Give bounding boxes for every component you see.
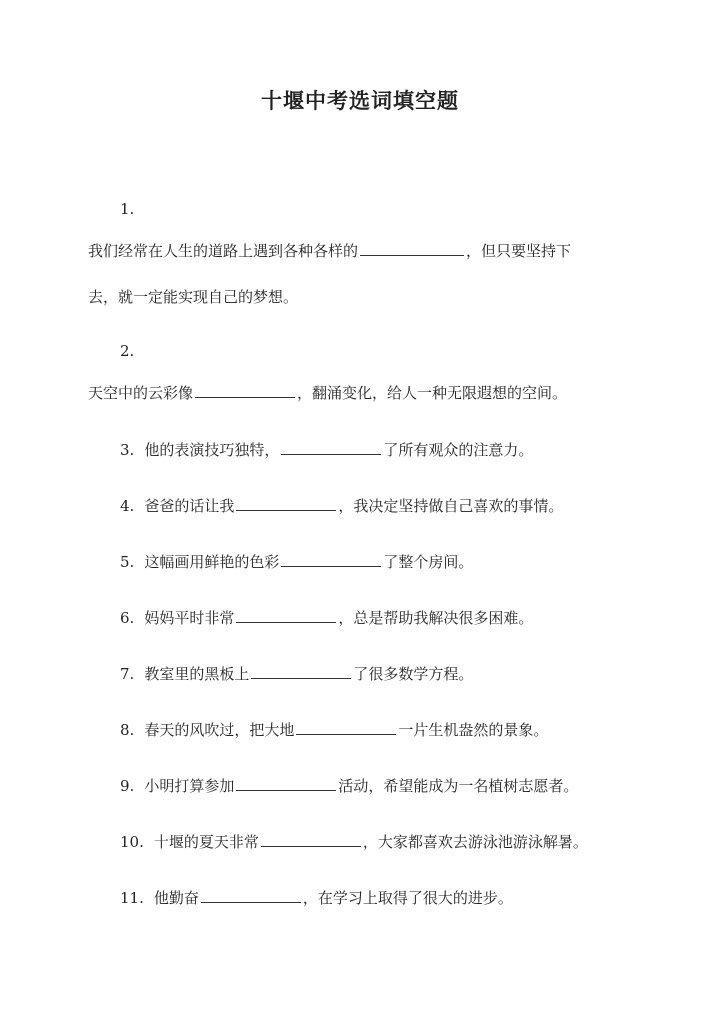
- question-8-text-after: 一片生机盎然的景象。: [398, 721, 549, 739]
- question-9-text-after: 活动，希望能成为一名植树志愿者。: [338, 777, 579, 795]
- question-3-text-after: 了所有观众的注意力。: [383, 441, 534, 459]
- question-1-blank[interactable]: [360, 240, 464, 256]
- question-2-text-before: 天空中的云彩像: [88, 384, 194, 402]
- question-11-text-before: 他勤奋: [153, 889, 199, 907]
- question-1-text-after: ，但只要坚持下: [466, 242, 572, 260]
- question-7-blank[interactable]: [251, 663, 351, 679]
- question-3-blank[interactable]: [281, 439, 381, 455]
- question-5-blank[interactable]: [281, 551, 381, 567]
- question-9-text-before: 小明打算参加: [144, 777, 235, 795]
- question-5-number: 5.: [120, 553, 135, 571]
- question-7-number: 7.: [120, 665, 135, 683]
- question-3-text-before: 他的表演技巧独特，: [144, 441, 280, 459]
- question-1-line-2: 去，就一定能实现自己的梦想。: [88, 288, 299, 306]
- question-11-line: [120, 887, 513, 909]
- question-4-line: [120, 495, 563, 517]
- question-1-line-1: [88, 240, 571, 262]
- question-8-line: [120, 719, 548, 741]
- question-9-number: 9.: [120, 777, 135, 795]
- question-6-blank[interactable]: [236, 607, 336, 623]
- question-6-text-after: ，总是帮助我解决很多困难。: [338, 609, 534, 627]
- question-8-number: 8.: [120, 721, 135, 739]
- question-11-text-after: ，在学习上取得了很大的进步。: [302, 889, 513, 907]
- question-7-text-before: 教室里的黑板上: [144, 665, 250, 683]
- question-10-text-before: 十堰的夏天非常: [153, 833, 259, 851]
- question-2-number: 2.: [120, 342, 135, 360]
- question-8-blank[interactable]: [296, 719, 396, 735]
- question-4-text-after: ，我决定坚持做自己喜欢的事情。: [338, 497, 564, 515]
- question-11-blank[interactable]: [201, 887, 301, 903]
- question-5-text-after: 了整个房间。: [383, 553, 474, 571]
- question-6-text-before: 妈妈平时非常: [144, 609, 235, 627]
- question-2-line: [88, 382, 567, 404]
- question-5-text-before: 这幅画用鲜艳的色彩: [144, 553, 280, 571]
- question-4-number: 4.: [120, 497, 135, 515]
- question-10-line: [120, 831, 588, 853]
- question-4-blank[interactable]: [236, 495, 336, 511]
- question-4-text-before: 爸爸的话让我: [144, 497, 235, 515]
- question-7-text-after: 了很多数学方程。: [353, 665, 474, 683]
- question-10-blank[interactable]: [261, 831, 361, 847]
- question-5-line: [120, 551, 473, 573]
- question-9-blank[interactable]: [236, 775, 336, 791]
- question-11-number: 11.: [120, 889, 144, 907]
- question-9-line: [120, 775, 578, 797]
- question-1-number: 1.: [120, 200, 135, 218]
- question-2-blank[interactable]: [195, 382, 295, 398]
- question-3-line: [120, 439, 533, 461]
- question-8-text-before: 春天的风吹过，把大地: [144, 721, 295, 739]
- question-1-text-before: 我们经常在人生的道路上遇到各种各样的: [88, 242, 359, 260]
- question-6-number: 6.: [120, 609, 135, 627]
- question-10-text-after: ，大家都喜欢去游泳池游泳解暑。: [362, 833, 588, 851]
- question-2-text-after: ，翻涌变化，给人一种无限遐想的空间。: [297, 384, 568, 402]
- question-6-line: [120, 607, 533, 629]
- page-title: 十堰中考选词填空题: [261, 88, 459, 113]
- question-10-number: 10.: [120, 833, 144, 851]
- question-3-number: 3.: [120, 441, 135, 459]
- question-7-line: [120, 663, 473, 685]
